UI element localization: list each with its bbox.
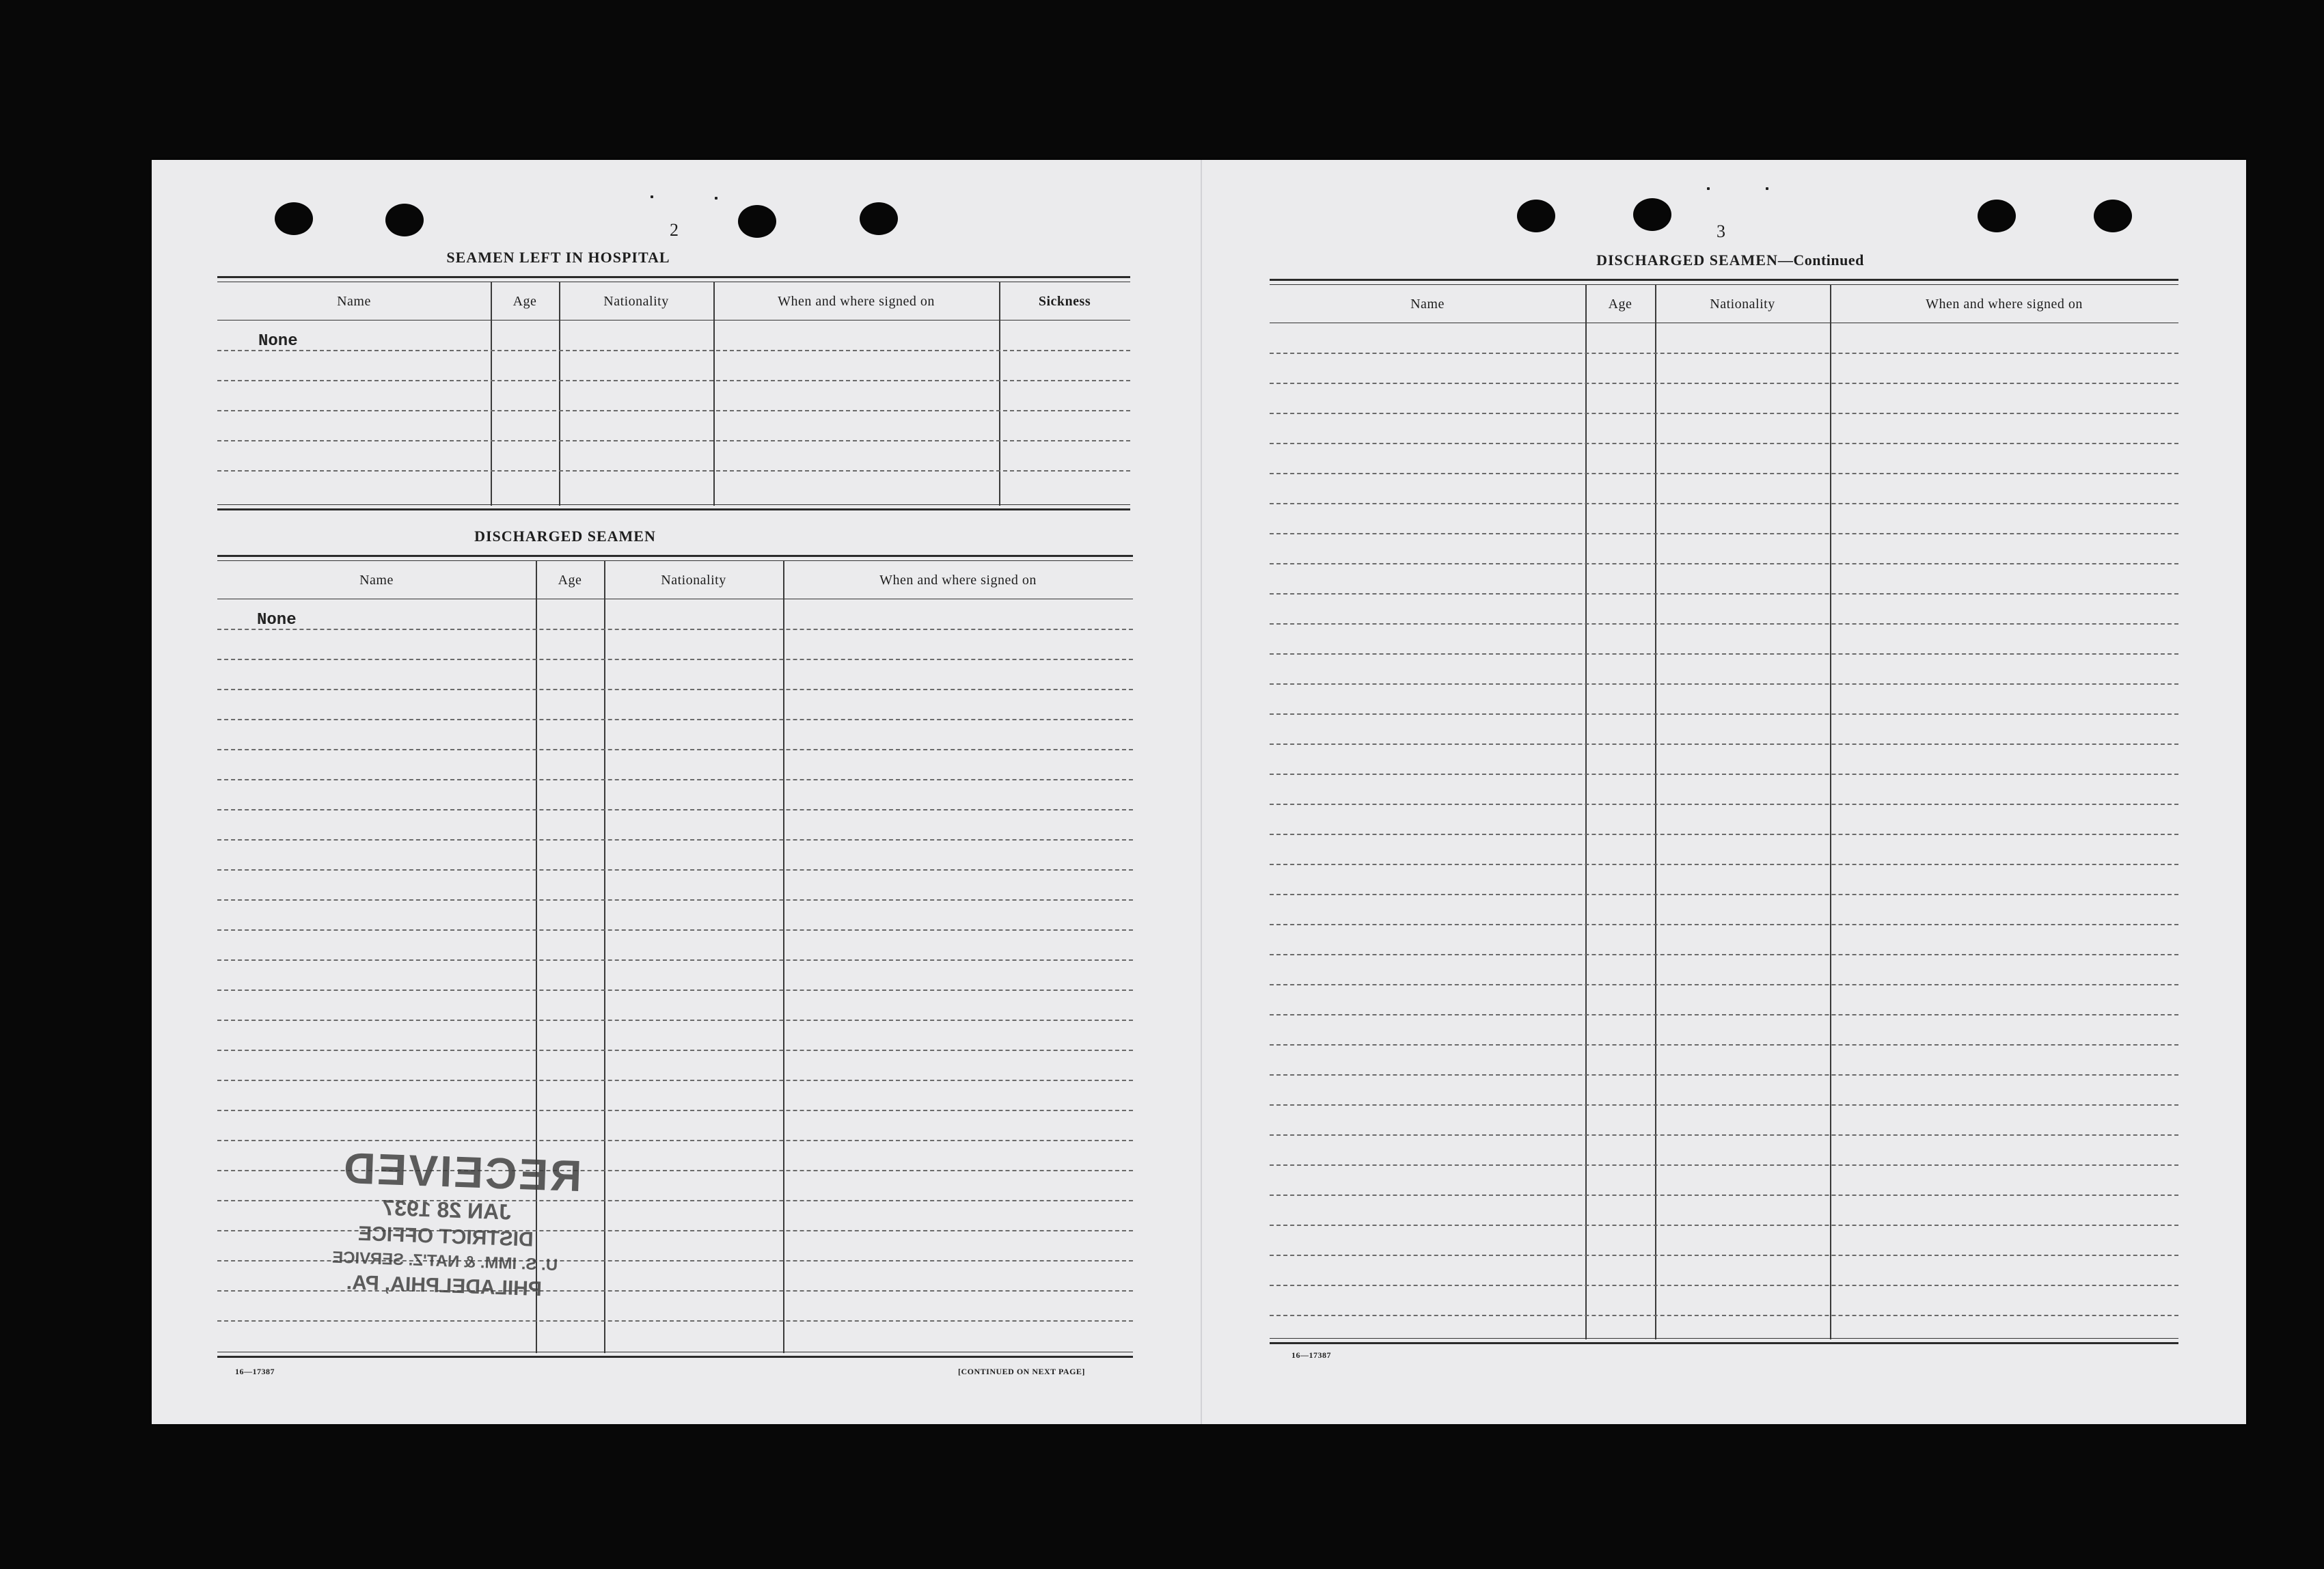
- row-line: [1270, 1255, 2178, 1256]
- discharged-continued-table: [1270, 279, 2178, 1345]
- hospital-entry-none: None: [258, 332, 298, 351]
- row-line: [217, 410, 1130, 411]
- row-line: [1270, 1074, 2178, 1076]
- col-header-name: Name: [337, 294, 371, 309]
- col-header-age: Age: [512, 294, 537, 309]
- page-fold: [1201, 160, 1202, 1424]
- print-mark: [715, 197, 717, 200]
- punch-hole: [1978, 200, 2016, 232]
- table-bottom-rule: [217, 1356, 1133, 1358]
- row-line: [1270, 533, 2178, 534]
- row-line: [217, 839, 1133, 841]
- discharged-continued-suffix: —Continued: [1777, 251, 1864, 269]
- stamp-date: JAN 28 1937: [381, 1195, 512, 1225]
- row-line: [1270, 1164, 2178, 1166]
- row-line: [217, 869, 1133, 871]
- stamp-received: RECEIVED: [340, 1143, 583, 1201]
- row-line: [1270, 1315, 2178, 1316]
- row-line: [217, 470, 1130, 472]
- column-divider: [559, 282, 560, 506]
- row-line: [1270, 623, 2178, 625]
- print-mark: [1707, 187, 1710, 190]
- discharged-entry-none: None: [257, 611, 297, 629]
- row-line: [217, 1020, 1133, 1021]
- row-line: [1270, 864, 2178, 865]
- row-line: [1270, 1044, 2178, 1046]
- document-sheet: [152, 160, 2246, 1424]
- row-line: [217, 1140, 1133, 1141]
- col-header-signed-on: When and where signed on: [778, 294, 935, 309]
- row-line: [1270, 563, 2178, 564]
- col-header-name: Name: [1410, 297, 1445, 312]
- row-line: [217, 659, 1133, 660]
- row-line: [1270, 683, 2178, 685]
- column-divider: [491, 282, 492, 506]
- table-bottom-rule: [1270, 1338, 2178, 1339]
- stamp-office: DISTRICT OFFICE: [357, 1222, 534, 1251]
- column-divider: [999, 282, 1000, 506]
- row-line: [217, 380, 1130, 381]
- row-line: [217, 350, 1130, 351]
- column-divider: [604, 560, 605, 1353]
- row-line: [217, 1110, 1133, 1111]
- row-line: [1270, 1014, 2178, 1015]
- row-line: [1270, 954, 2178, 955]
- row-line: [217, 779, 1133, 780]
- row-line: [1270, 503, 2178, 504]
- form-code-right: 16—17387: [1291, 1350, 1331, 1360]
- page-number-right: 3: [1717, 221, 1725, 241]
- punch-hole: [738, 205, 776, 238]
- stamp-service: U. S. IMM. & NAT'Z. SERVICE: [331, 1248, 558, 1275]
- row-line: [1270, 804, 2178, 805]
- column-divider: [783, 560, 784, 1353]
- punch-hole: [2094, 200, 2132, 232]
- row-line: [1270, 924, 2178, 925]
- hospital-section-title: SEAMEN LEFT IN HOSPITAL: [446, 249, 670, 266]
- row-line: [1270, 593, 2178, 595]
- row-line: [1270, 443, 2178, 444]
- row-line: [217, 929, 1133, 931]
- row-line: [1270, 653, 2178, 655]
- table-bottom-rule: [217, 504, 1130, 505]
- row-line: [217, 899, 1133, 901]
- row-line: [217, 749, 1133, 750]
- row-line: [1270, 1104, 2178, 1106]
- table-top-rule: [1270, 284, 2178, 285]
- row-line: [217, 990, 1133, 991]
- row-line: [1270, 1134, 2178, 1136]
- row-line: [217, 629, 1133, 630]
- row-line: [1270, 353, 2178, 354]
- col-header-name: Name: [359, 573, 394, 588]
- row-line: [1270, 713, 2178, 715]
- row-line: [217, 959, 1133, 961]
- column-divider: [713, 282, 715, 506]
- col-header-age: Age: [558, 573, 582, 588]
- row-line: [1270, 383, 2178, 384]
- table-top-rule: [217, 555, 1133, 557]
- col-header-nationality: Nationality: [1710, 297, 1775, 312]
- col-header-signed-on: When and where signed on: [1926, 297, 2083, 312]
- col-header-sickness: Sickness: [1038, 294, 1091, 309]
- continued-note: [CONTINUED ON NEXT PAGE]: [958, 1367, 1085, 1376]
- received-stamp: [319, 1144, 599, 1345]
- table-top-rule: [217, 276, 1130, 278]
- page-number-left: 2: [670, 220, 679, 240]
- punch-hole: [1633, 198, 1671, 231]
- stamp-city: PHILADELPHIA, PA.: [346, 1271, 543, 1301]
- punch-hole: [1517, 200, 1555, 232]
- row-line: [1270, 473, 2178, 474]
- row-line: [1270, 413, 2178, 414]
- row-line: [1270, 743, 2178, 745]
- row-line: [1270, 1225, 2178, 1226]
- row-line: [1270, 774, 2178, 775]
- col-header-signed-on: When and where signed on: [879, 573, 1037, 588]
- discharged-section-title: DISCHARGED SEAMEN: [474, 528, 656, 545]
- row-line: [217, 689, 1133, 690]
- row-line: [217, 719, 1133, 720]
- punch-hole: [385, 204, 424, 236]
- punch-hole: [860, 202, 898, 235]
- discharged-continued-title: [1539, 251, 1922, 269]
- punch-hole: [275, 202, 313, 235]
- form-code-left: 16—17387: [235, 1367, 275, 1376]
- row-line: [1270, 894, 2178, 895]
- table-top-rule: [217, 560, 1133, 561]
- col-header-age: Age: [1608, 297, 1632, 312]
- print-mark: [651, 195, 653, 198]
- col-header-nationality: Nationality: [603, 294, 669, 309]
- row-line: [217, 1050, 1133, 1051]
- print-mark: [1766, 187, 1768, 190]
- row-line: [217, 440, 1130, 441]
- discharged-continued-main: DISCHARGED SEAMEN: [1596, 251, 1778, 269]
- row-line: [1270, 834, 2178, 835]
- table-bottom-rule: [1270, 1342, 2178, 1344]
- col-header-nationality: Nationality: [661, 573, 726, 588]
- row-line: [1270, 1285, 2178, 1286]
- row-line: [217, 809, 1133, 810]
- row-line: [217, 1080, 1133, 1081]
- row-line: [1270, 984, 2178, 985]
- row-line: [1270, 1195, 2178, 1196]
- table-bottom-rule: [217, 508, 1130, 510]
- hospital-table: [217, 276, 1130, 515]
- table-top-rule: [1270, 279, 2178, 281]
